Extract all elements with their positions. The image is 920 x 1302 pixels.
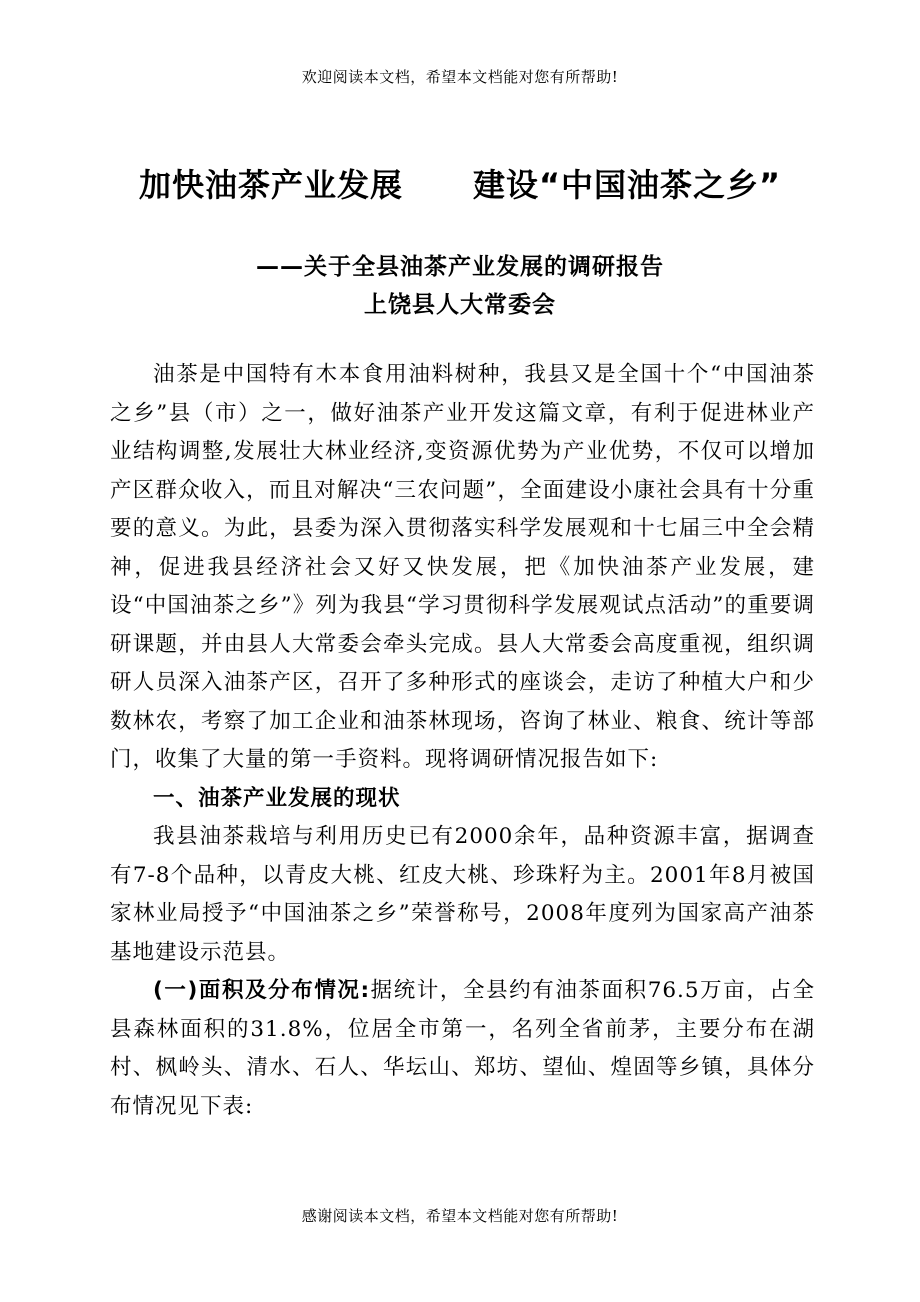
page-header: 欢迎阅读本文档，希望本文档能对您有所帮助! xyxy=(301,68,619,86)
author-organization: 上饶县人大常委会 xyxy=(364,292,556,318)
page-footer: 感谢阅读本文档，希望本文档能对您有所帮助! xyxy=(301,1207,619,1225)
title-part-1: 加快油茶产业发展 xyxy=(138,166,403,204)
area-label: (一)面积及分布情况: xyxy=(153,978,371,1003)
section-heading-1: 一、油茶产业发展的现状 xyxy=(153,785,401,811)
document-title xyxy=(0,160,920,206)
document-body xyxy=(110,356,815,1126)
title-part-2: 建设“中国油茶之乡” xyxy=(472,166,782,204)
area-text: 据统计，全县约有油茶面积76.5万亩，占全县森林面积的31.8%，位居全市第一，名列全省前茅，主要分布在湖村、枫岭头、清水、石人、华坛山、郑坊、望仙、煌固等乡镇，具体分布情况见下表: xyxy=(110,978,815,1119)
intro-paragraph: 油茶是中国特有木本食用油料树种，我县又是全国十个“中国油茶之乡”县（市）之一，做好油茶产业开发这篇文章，有利于促进林业产业结构调整,发展壮大林业经济,变资源优势为产业优势，不仅可以增加产区群众收入，而且对解决“三农问题”，全面建设小康社会具有十分重要的意义。为此，县委为深入贯彻落实科学发展观和十七届三中全会精神，促进我县经济社会又好又快发展，把《加快油茶产业发展，建设“中国油茶之乡”》列为我县“学习贯彻科学发展观试点活动”的重要调研课题，并由县人大常委会牵头完成。县人大常委会高度重视，组织调研人员深入油茶产区，召开了多种形式的座谈会，走访了种植大户和少数林农，考察了加工企业和油茶林现场，咨询了林业、粮食、统计等部门，收集了大量的第一手资料。现将调研情况报告如下: xyxy=(110,362,815,772)
document-subtitle: ——关于全县油茶产业发展的调研报告 xyxy=(256,254,664,280)
history-paragraph: 我县油茶栽培与利用历史已有2000余年，品种资源丰富，据调查有7-8个品种，以青皮大桃、红皮大桃、珍珠籽为主。2001年8月被国家林业局授予“中国油茶之乡”荣誉称号，2008年度列为国家高产油茶基地建设示范县。 xyxy=(110,824,815,965)
area-paragraph xyxy=(110,972,815,1126)
